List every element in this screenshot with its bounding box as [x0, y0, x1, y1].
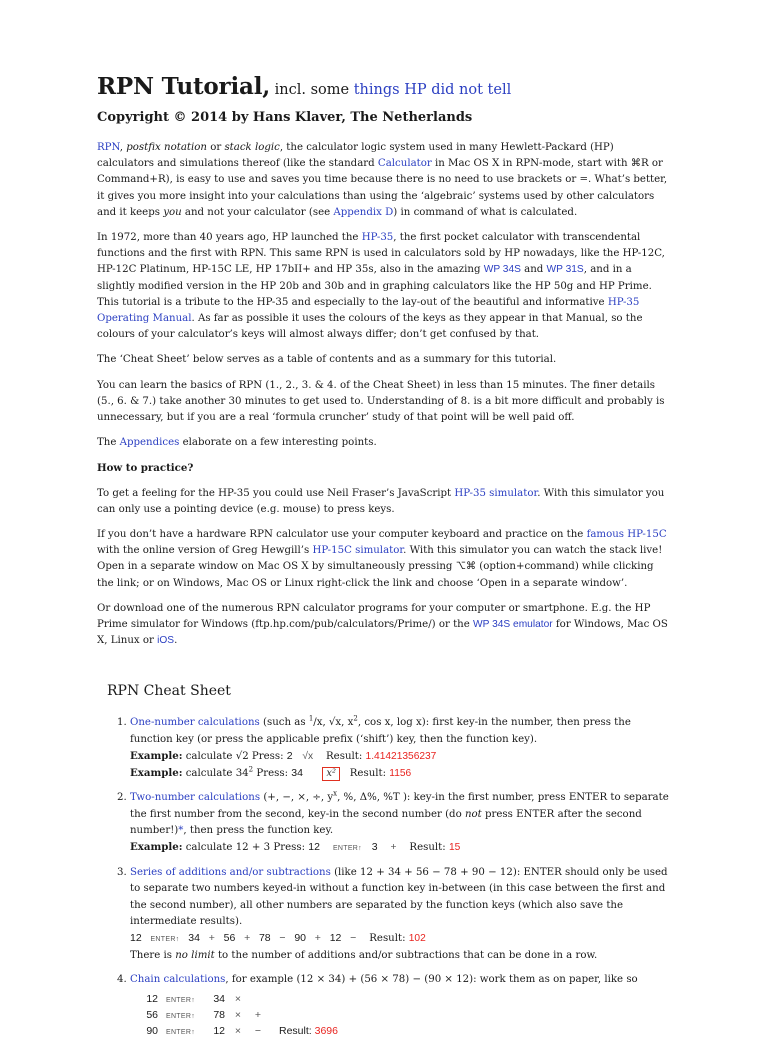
sequence-number: 78 — [258, 931, 271, 944]
sqrt-key: √x — [302, 750, 314, 762]
enter-key: ENTER↑ — [165, 1028, 196, 1036]
wp34s-link[interactable]: WP 34S — [483, 264, 521, 276]
wp31s-link[interactable]: WP 31S — [546, 264, 584, 276]
item1-ex1-text: calculate √2 Press: — [182, 750, 287, 762]
example-label: Example: — [130, 767, 183, 780]
x-squared-key: x² — [322, 767, 340, 781]
item3-text-1: (like 12 + 34 + 56 − 78 + 90 − 12): ENTER should only be used to separate two numbers keyed-in without a function key in-between (in this case between the first and the second number), all other numbers are separated by the function keys (which also save the intermediate results). — [130, 867, 668, 927]
intro-p2-text-3: and — [520, 264, 547, 276]
operator-key: − — [350, 931, 357, 944]
item3-result: 102 — [408, 932, 426, 944]
enter-key: ENTER↑ — [150, 935, 180, 943]
wp34s-emulator-link[interactable]: WP 34S emulator — [473, 619, 553, 631]
result-label: Result: — [369, 932, 409, 944]
hp35-simulator-link[interactable]: HP-35 simulator — [454, 487, 538, 499]
item2-text-1: (+, −, ×, ÷, y — [260, 792, 334, 804]
intro-p1-text-1: , — [119, 142, 127, 153]
you-emphasis: you — [163, 206, 182, 218]
chain-number: 34 — [213, 992, 225, 1005]
intro-paragraph-1 — [97, 140, 672, 221]
stack-logic-term: stack logic — [224, 142, 280, 153]
practice-p3-text-3: . — [174, 635, 178, 647]
item1-example-2 — [130, 765, 412, 780]
item1-example-1 — [130, 751, 436, 762]
practice-p2-text-1: If you don’t have a hardware RPN calculator use your computer keyboard and practice on the — [97, 529, 587, 541]
intro-p1-text-6: ) in command of what is calculated. — [393, 206, 578, 218]
intro-paragraph-4: You can learn the basics of RPN (1., 2., 3. & 4. of the Cheat Sheet) in less than 15 minutes. The finer details (5., 6. & 7.) take another 30 minutes to get used to. Understanding of 8. is a bit more difficult and probably is unnecessary, but if you are a real ‘formula cruncher’ study of that point will be well paid off. — [97, 379, 665, 424]
practice-p1-text-2: . With this simulator you can only use a pointing device (e.g. mouse) to press keys. — [97, 487, 665, 515]
footnote-star-link[interactable]: * — [178, 824, 184, 836]
cheat-item-2 — [130, 790, 672, 857]
item2-example — [130, 842, 460, 853]
enter-key: ENTER↑ — [165, 1012, 196, 1020]
item2-result: 15 — [448, 841, 461, 853]
practice-paragraph-2 — [97, 527, 672, 592]
enter-key: ENTER↑ — [332, 844, 362, 852]
things-hp-did-not-tell-link[interactable]: things HP did not tell — [353, 82, 512, 98]
ios-link[interactable]: iOS — [157, 635, 175, 647]
practice-p1-text-1: To get a feeling for the HP-35 you could use Neil Fraser’s JavaScript — [97, 487, 455, 499]
hp35-link[interactable]: HP-35 — [361, 232, 394, 244]
item1-ex1-result: 1.41421356237 — [365, 750, 437, 762]
item3-text-2a: There is — [130, 950, 176, 962]
result-label: Result: — [409, 841, 449, 853]
chain-number: 12 — [146, 992, 158, 1005]
sequence-number: 12 — [329, 931, 342, 944]
chain-number: 78 — [213, 1008, 225, 1021]
chain-number: 90 — [146, 1024, 158, 1037]
plus-key: + — [390, 841, 397, 853]
intro-p1-text-3: , the calculator logic system used in many Hewlett-Packard (HP) calculators and simulations thereof (like the standard — [97, 142, 614, 170]
intro-p1-text-4: in Mac OS X in RPN-mode, start with ⌘R or Command+R), is easy to use and saves you time because there is no need to use brackets or =. What’s better, it gives you more insight into your calculations than using the ‘algebraic’ systems used by other calculators and it keeps — [97, 158, 668, 218]
item1-ex2-sup: 2 — [248, 765, 254, 774]
hp35-manual-link[interactable]: HP-35 Operating Manual — [97, 296, 640, 325]
operator-key: + — [208, 931, 215, 944]
title-sub-prefix: incl. some — [270, 82, 354, 98]
item3-text-2b: to the number of additions and/or subtractions that can be done in a row. — [214, 950, 598, 962]
chain-row — [130, 991, 672, 1007]
practice-p3-text-1: Or download one of the numerous RPN calculator programs for your computer or smartphone. E.g. the HP Prime simulator for Windows (ftp.hp.com/pub/calculators/Prime/) or the — [97, 602, 651, 631]
item1-ex2-result: 1156 — [389, 768, 412, 780]
result-label: Result: — [279, 1024, 315, 1037]
cheat-sheet-heading: RPN Cheat Sheet — [107, 683, 231, 700]
practice-paragraph-3 — [97, 601, 672, 650]
item1-recip-sup: 1 — [308, 715, 314, 724]
example-label: Example: — [130, 840, 183, 853]
intro-paragraph-5 — [97, 435, 672, 451]
item1-ex2-press: Press: — [253, 768, 292, 780]
item1-ex2-number: 34 — [291, 767, 303, 780]
postfix-notation-term: postfix notation — [126, 142, 207, 153]
famous-hp15c-link[interactable]: famous HP-15C — [586, 529, 667, 541]
intro-p1-text-2: or — [206, 142, 225, 153]
page-title — [97, 72, 672, 105]
two-number-calculations-link[interactable]: Two-number calculations — [130, 792, 261, 804]
chain-row — [130, 1023, 672, 1039]
item1-text-1: (such as — [259, 717, 309, 729]
operator-key: − — [254, 1024, 262, 1037]
practice-paragraph-1 — [97, 486, 672, 518]
intro-p2-text-1: In 1972, more than 40 years ago, HP launched the — [97, 232, 362, 244]
operator-key: − — [279, 931, 286, 944]
item4-result: 3696 — [314, 1024, 338, 1037]
item4-chain-table — [130, 991, 672, 1039]
chain-number: 12 — [213, 1024, 225, 1037]
example-label: Example: — [130, 749, 183, 762]
cheat-item-3 — [130, 865, 672, 964]
appendix-d-link[interactable]: Appendix D — [333, 206, 394, 218]
item2-number-1: 12 — [308, 840, 320, 853]
item2-power-sup: x — [333, 789, 338, 798]
chain-calculations-link[interactable]: Chain calculations — [130, 974, 226, 986]
cheat-item-4 — [130, 972, 672, 1038]
item1-square-sup: 2 — [353, 715, 358, 724]
intro-paragraph-3: The ‘Cheat Sheet’ below serves as a table of contents and as a summary for this tutorial. — [97, 354, 557, 366]
intro-p1-text-5: and not your calculator (see — [181, 206, 334, 218]
copyright-line: Copyright © 2014 by Hans Klaver, The Netherlands — [97, 110, 473, 125]
calculator-link[interactable]: Calculator — [377, 158, 432, 170]
appendices-link[interactable]: Appendices — [119, 437, 180, 449]
one-number-calculations-link[interactable]: One-number calculations — [130, 717, 260, 729]
item2-text-4: , then press the function key. — [183, 824, 334, 836]
chain-number: 56 — [146, 1008, 158, 1021]
title-sub — [270, 82, 511, 98]
item2-text-3: press ENTER after the second number!) — [130, 808, 642, 836]
operator-key: × — [234, 1008, 242, 1021]
item2-text-2: , %, Δ%, %T ): key-in the first number, press ENTER to separate the first number from the second, key-in the second number (do — [130, 792, 669, 820]
operator-key: + — [254, 1008, 262, 1021]
item1-ex1-number: 2 — [286, 749, 293, 762]
not-emphasis: not — [464, 808, 482, 820]
cheat-item-1 — [130, 715, 672, 782]
sequence-number: 34 — [188, 931, 200, 944]
sequence-number: 90 — [294, 931, 307, 944]
item1-recip: /x, √x, x — [313, 717, 354, 729]
title-main: RPN Tutorial, — [97, 73, 271, 100]
sequence-number: 56 — [223, 931, 236, 944]
rpn-link[interactable]: RPN — [97, 142, 120, 153]
intro-p2-text-4: , and in a slightly modified version in the HP 20b and 30b and in graphing calculators like the HP 50g and HP Prime. This tutorial is a tribute to the HP-35 and especially to the lay-out of the beautiful and informative — [97, 264, 652, 308]
chain-row — [130, 1007, 672, 1023]
practice-p2-text-2: with the online version of Greg Hewgill’s — [97, 545, 313, 557]
item1-ex2-text: calculate 34 — [182, 768, 249, 780]
result-label: Result: — [349, 768, 390, 780]
intro-p5-text-2: elaborate on a few interesting points. — [179, 437, 377, 449]
no-limit-emphasis: no limit — [175, 950, 215, 962]
item4-text-1: , for example (12 × 34) + (56 × 78) − (90 × 12): work them as on paper, like so — [225, 974, 638, 986]
tutorial-page — [97, 72, 672, 1047]
enter-key: ENTER↑ — [165, 996, 196, 1004]
sequence-number: 12 — [130, 931, 142, 944]
operator-key: × — [234, 1024, 242, 1037]
intro-p2-text-5: . As far as possible it uses the colours of the keys as they appear in that Manual, so the colours of your calculator’s keys will almost always differ; don’t get confused by that. — [97, 313, 643, 341]
intro-paragraph-2 — [97, 230, 672, 343]
item2-number-2: 3 — [371, 840, 378, 853]
how-to-practice-heading: How to practice? — [97, 462, 194, 475]
practice-p2-text-3: . With this simulator you can watch the stack live! Open in a separate window on Mac OS X by simultaneously pressing ⌥⌘ (option+command) while clicking the link; or on Windows, Mac OS or Linux right-click the link and choose ‘Open in a separate window’. — [97, 545, 663, 589]
hp15c-simulator-link[interactable]: HP-15C simulator — [312, 545, 404, 557]
operator-key: + — [314, 931, 321, 944]
item3-key-sequence — [130, 932, 356, 944]
intro-p2-text-2: , the first pocket calculator with transcendental functions and the first with RPN. This same RPN is used in calculators sold by HP nowadays, like the HP-12C, HP-12C Platinum, HP-15C LE, HP 17bII+ and HP 35s, also in the amazing — [97, 232, 665, 276]
intro-p5-text-1: The — [97, 437, 120, 449]
operator-key: × — [234, 992, 242, 1005]
item2-ex-text: calculate 12 + 3 Press: — [182, 841, 309, 853]
series-additions-link[interactable]: Series of additions and/or subtractions — [130, 867, 331, 879]
item1-text-2: , cos x, log x): first key-in the number, then press the function key (or press the applicable prefix (‘shift’) key, then the function key). — [130, 717, 631, 745]
cheat-sheet-list — [97, 715, 672, 1038]
operator-key: + — [244, 931, 251, 944]
practice-p3-text-2: for Windows, Mac OS X, Linux or — [97, 619, 668, 647]
result-label: Result: — [326, 750, 366, 762]
